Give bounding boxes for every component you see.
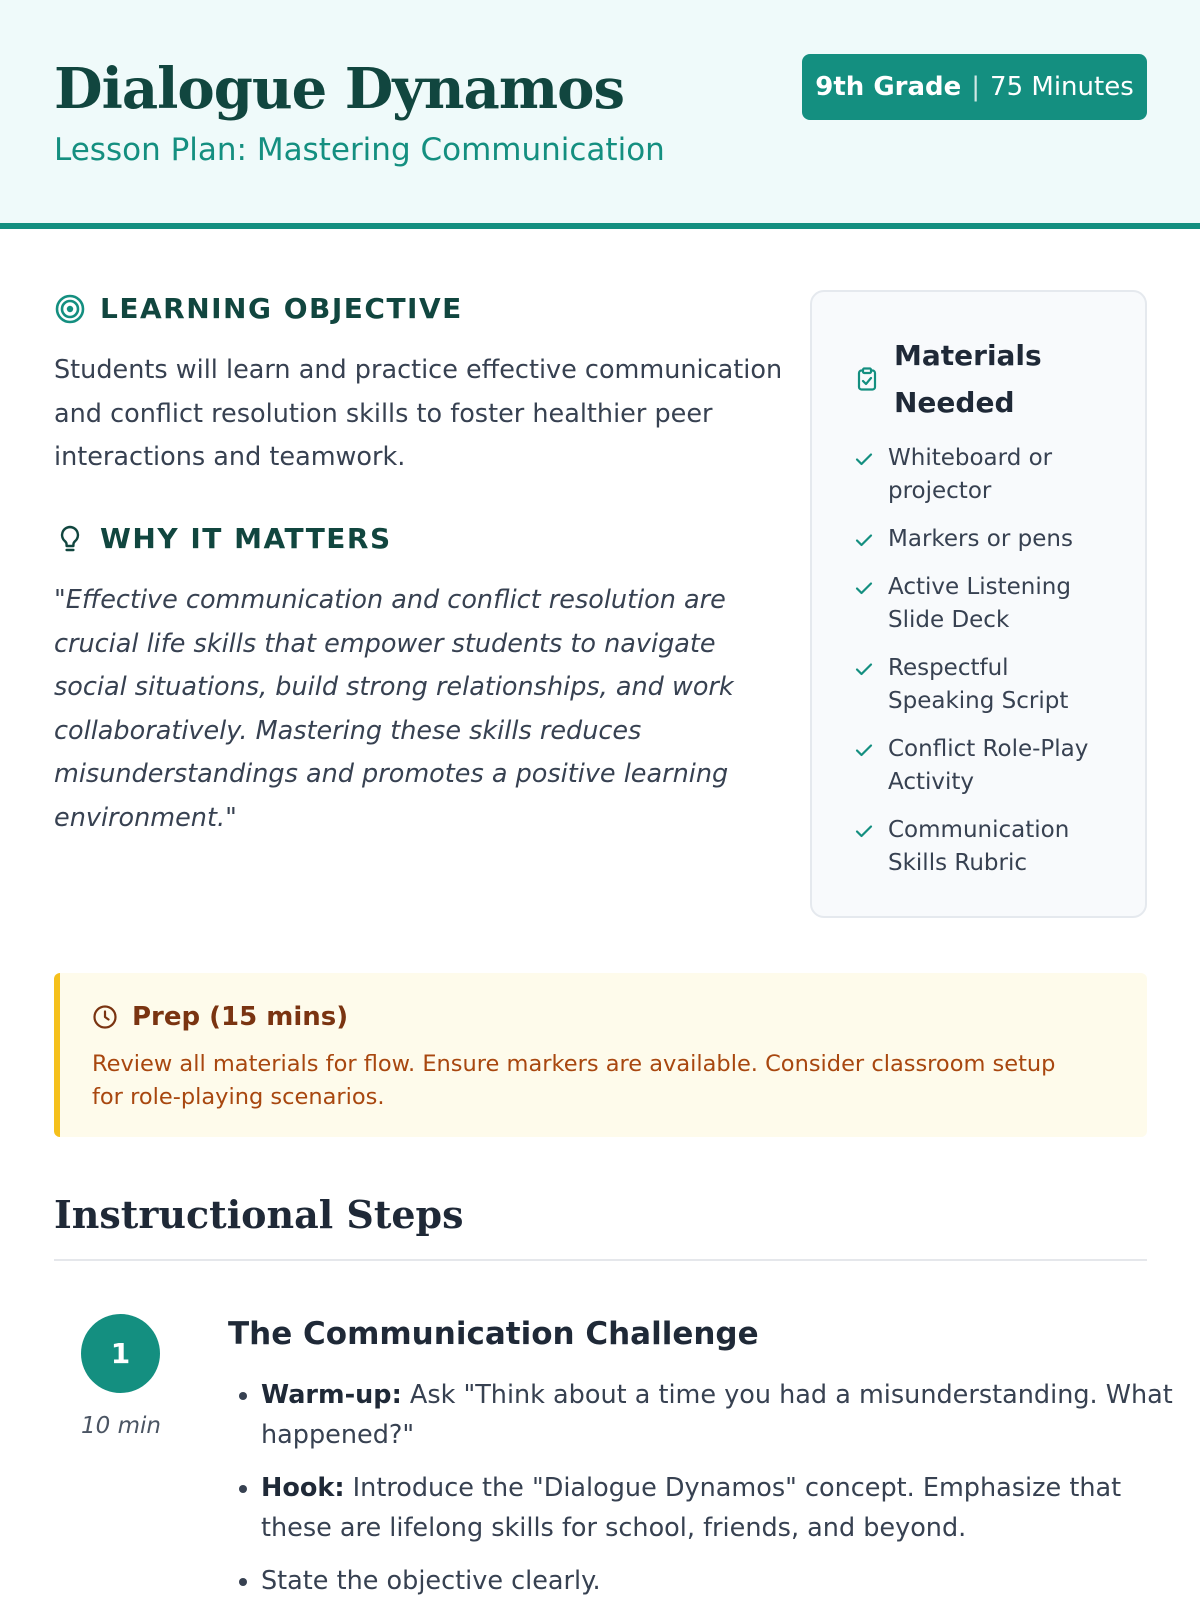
- why-quote: "Effective communication and conflict resolution are crucial life skills that empower students to navigate social situations, build strong relationships, and work collaboratively. Mastering these skills reduces misunderstandings and promotes a positive learning environment.": [54, 585, 734, 833]
- prep-text: Review all materials for flow. Ensure markers are available. Consider classroom setup for role-playing scenarios.: [92, 1051, 1056, 1110]
- check-icon: [854, 449, 874, 469]
- why-heading-label: WHY IT MATTERS: [100, 522, 392, 555]
- duration-label: 75 Minutes: [990, 72, 1134, 102]
- materials-item-label: Active Listening Slide Deck: [888, 574, 1071, 633]
- step-bullet-label: Hook:: [261, 1473, 345, 1503]
- check-icon: [854, 821, 874, 841]
- target-icon: [54, 293, 86, 325]
- badge-separator: |: [971, 72, 981, 102]
- step-bullet-text: State the objective clearly.: [261, 1566, 601, 1596]
- objective-heading-label: LEARNING OBJECTIVE: [100, 292, 463, 325]
- clock-icon: [92, 1004, 118, 1030]
- page-title: Dialogue Dynamos: [54, 56, 624, 122]
- materials-item: [854, 814, 1114, 880]
- materials-title: Materials Needed: [894, 339, 1042, 419]
- steps-divider: [54, 1259, 1147, 1261]
- materials-item-label: Markers or pens: [888, 526, 1073, 552]
- grade-label: 9th Grade: [815, 72, 962, 102]
- materials-item: [854, 652, 1114, 718]
- prep-heading-label: Prep (15 mins): [132, 1002, 349, 1032]
- page-subtitle: Lesson Plan: Mastering Communication: [54, 132, 665, 168]
- step-number-badge: 1: [81, 1314, 160, 1393]
- lightbulb-icon: [54, 523, 86, 555]
- materials-card: [810, 290, 1147, 918]
- step-bullet: [261, 1468, 1191, 1548]
- materials-item: [854, 571, 1114, 637]
- step-bullet-text: Introduce the "Dialogue Dynamos" concept. Emphasize that these are lifelong skills for school, friends, and beyond.: [261, 1473, 1122, 1543]
- step-duration: 10 min: [81, 1413, 161, 1439]
- materials-item-label: Whiteboard or projector: [888, 445, 1053, 504]
- check-icon: [854, 530, 874, 550]
- prep-heading: [92, 1002, 348, 1032]
- grade-duration-badge: [802, 54, 1147, 120]
- objective-heading: [54, 292, 463, 325]
- check-icon: [854, 740, 874, 760]
- page-header: [0, 0, 1200, 229]
- materials-item-label: Conflict Role-Play Activity: [888, 736, 1089, 795]
- steps-title: Instructional Steps: [54, 1192, 464, 1237]
- step-bullet-list: [228, 1375, 1191, 1614]
- materials-item-label: Communication Skills Rubric: [888, 817, 1070, 876]
- step-bullet: [261, 1561, 1191, 1601]
- materials-item: [854, 442, 1114, 508]
- step-bullet: [261, 1375, 1191, 1455]
- step-title: The Communication Challenge: [228, 1316, 759, 1352]
- prep-callout: [54, 973, 1147, 1137]
- materials-list: [854, 442, 1114, 895]
- materials-item: [854, 523, 1114, 556]
- objective-text: Students will learn and practice effective communication and conflict resolution skills to foster healthier peer interactions and teamwork.: [54, 355, 783, 472]
- check-icon: [854, 659, 874, 679]
- why-heading: [54, 522, 392, 555]
- materials-heading: [854, 332, 1094, 426]
- clipboard-check-icon: [854, 366, 880, 392]
- materials-item: [854, 733, 1114, 799]
- materials-item-label: Respectful Speaking Script: [888, 655, 1069, 714]
- check-icon: [854, 578, 874, 598]
- step-bullet-text: Ask "Think about a time you had a misunderstanding. What happened?": [261, 1380, 1173, 1450]
- step-bullet-label: Warm-up:: [261, 1380, 402, 1410]
